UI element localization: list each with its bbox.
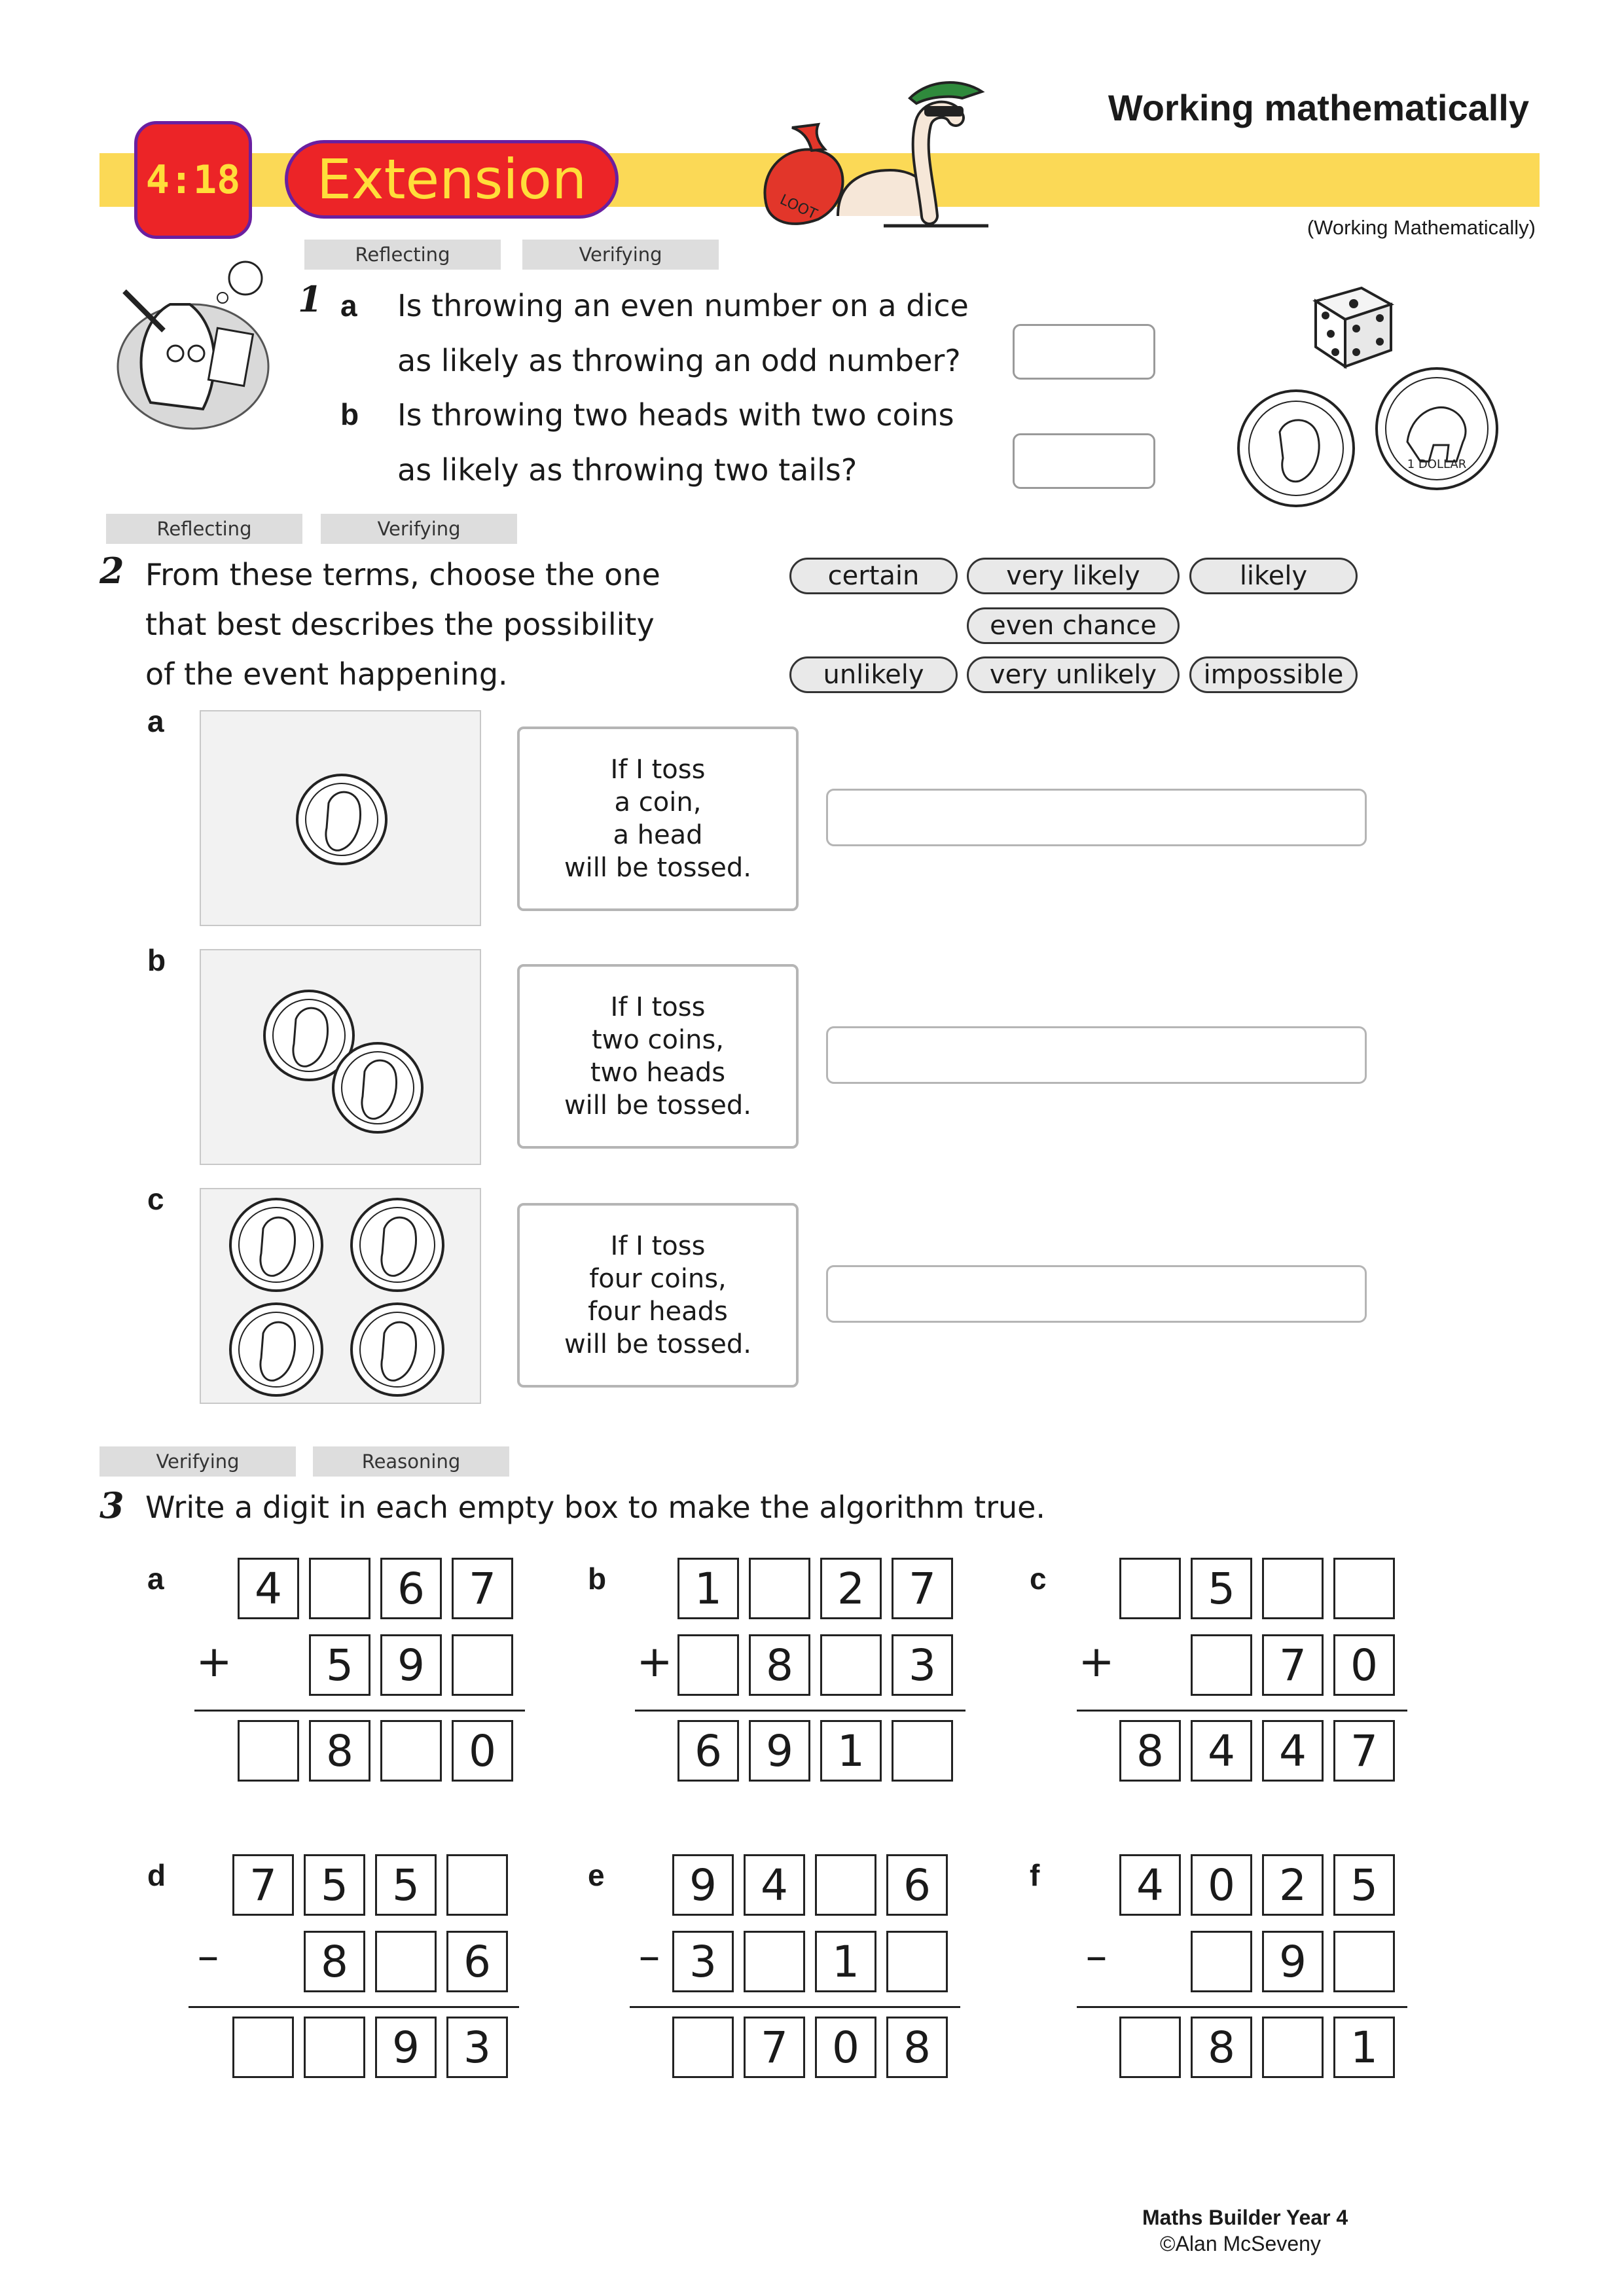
- minus-sign: –: [1085, 1931, 1108, 1981]
- tag-reflecting: Reflecting: [106, 514, 302, 544]
- digit-input-box[interactable]: [1333, 1558, 1395, 1619]
- section-title: Working mathematically: [1108, 87, 1529, 128]
- tag-verifying: Verifying: [522, 240, 719, 270]
- dollar-coin-icon: [1371, 363, 1502, 494]
- q2b-line2: two coins,: [591, 1025, 725, 1055]
- digit-box: 1: [677, 1558, 739, 1619]
- digit-input-box[interactable]: [749, 1558, 810, 1619]
- plus-sign: +: [636, 1636, 673, 1687]
- digit-box: 8: [309, 1720, 370, 1782]
- term-very-likely: very likely: [967, 558, 1180, 594]
- term-very-unlikely: very unlikely: [967, 656, 1180, 693]
- q2b-picture: [200, 949, 481, 1165]
- sum-line: [1077, 1710, 1407, 1712]
- q2a-line2: a coin,: [614, 787, 702, 817]
- q2c-line4: will be tossed.: [564, 1329, 752, 1359]
- q2a-label: a: [147, 704, 164, 738]
- q2a-statement: [517, 726, 799, 911]
- tag-reasoning: Reasoning: [313, 1446, 509, 1477]
- q2c-statement: [517, 1203, 799, 1388]
- difference-line: [1077, 2006, 1407, 2008]
- q2b-answer-field[interactable]: [826, 1026, 1367, 1084]
- digit-box: 2: [820, 1558, 882, 1619]
- term-even-chance: even chance: [967, 607, 1180, 644]
- q2b-statement: [517, 964, 799, 1149]
- q1b-line2: as likely as throwing two tails?: [397, 452, 857, 488]
- thinking-character-illustration: [105, 252, 281, 432]
- digit-input-box[interactable]: [380, 1720, 442, 1782]
- digit-box: 5: [1333, 1854, 1395, 1916]
- digit-box: 4: [238, 1558, 299, 1619]
- digit-input-box[interactable]: [232, 2017, 294, 2078]
- digit-box: 8: [304, 1931, 365, 1992]
- digit-input-box[interactable]: [886, 1931, 948, 1992]
- coin-icon: [201, 711, 482, 927]
- digit-box: 3: [672, 1931, 734, 1992]
- q2a-line1: If I toss: [610, 755, 706, 785]
- lesson-title: Extension: [285, 140, 619, 219]
- footer-book-title: Maths Builder Year 4: [1142, 2206, 1348, 2229]
- digit-input-box[interactable]: [238, 1720, 299, 1782]
- digit-box: 0: [452, 1720, 513, 1782]
- digit-box: 3: [446, 2017, 508, 2078]
- footer-author: ©Alan McSeveny: [1160, 2232, 1321, 2255]
- q2c-line1: If I toss: [610, 1231, 706, 1261]
- digit-box: 7: [232, 1854, 294, 1916]
- digit-box: 4: [744, 1854, 805, 1916]
- digit-box: 5: [375, 1854, 437, 1916]
- digit-box: 7: [452, 1558, 513, 1619]
- digit-input-box[interactable]: [1262, 1558, 1324, 1619]
- q3d-label: d: [147, 1858, 166, 1892]
- digit-input-box[interactable]: [1191, 1634, 1252, 1696]
- q2-line1: From these terms, choose the one: [145, 557, 660, 592]
- digit-box: 7: [1333, 1720, 1395, 1782]
- q2b-line1: If I toss: [610, 992, 706, 1022]
- digit-box: 4: [1262, 1720, 1324, 1782]
- worm-thief-illustration: [740, 72, 1001, 242]
- sum-line: [194, 1710, 525, 1712]
- digit-box: 4: [1119, 1854, 1181, 1916]
- digit-box: 8: [1119, 1720, 1181, 1782]
- term-certain: certain: [789, 558, 958, 594]
- digit-box: 7: [892, 1558, 953, 1619]
- loot-label: LOOT: [777, 191, 820, 223]
- digit-input-box[interactable]: [1333, 1931, 1395, 1992]
- four-coins-icon: [201, 1189, 482, 1405]
- q2a-answer-field[interactable]: [826, 789, 1367, 846]
- lesson-number-badge: 4:18: [134, 121, 252, 239]
- digit-box: 6: [380, 1558, 442, 1619]
- tag-verifying: Verifying: [99, 1446, 296, 1477]
- term-impossible: impossible: [1189, 656, 1358, 693]
- minus-sign: –: [638, 1931, 660, 1981]
- q2b-label: b: [147, 943, 166, 977]
- digit-box: 1: [815, 1931, 876, 1992]
- digit-box: 6: [677, 1720, 739, 1782]
- digit-box: 9: [749, 1720, 810, 1782]
- digit-box: 9: [375, 2017, 437, 2078]
- q2c-line3: four heads: [588, 1297, 728, 1327]
- q2a-line3: a head: [613, 820, 703, 850]
- q1a-line2: as likely as throwing an odd number?: [397, 343, 961, 378]
- digit-box: 0: [1191, 1854, 1252, 1916]
- q3-number: 3: [99, 1484, 124, 1526]
- section-subtitle: (Working Mathematically): [1307, 216, 1536, 239]
- dice-icon: [1303, 275, 1401, 373]
- coin-pair-icon: [201, 950, 482, 1166]
- difference-line: [630, 2006, 960, 2008]
- digit-box: 1: [820, 1720, 882, 1782]
- digit-box: 9: [672, 1854, 734, 1916]
- digit-input-box[interactable]: [304, 2017, 365, 2078]
- digit-input-box[interactable]: [1119, 1558, 1181, 1619]
- digit-input-box[interactable]: [672, 2017, 734, 2078]
- digit-box: 5: [309, 1634, 370, 1696]
- digit-box: 8: [886, 2017, 948, 2078]
- digit-input-box[interactable]: [375, 1931, 437, 1992]
- digit-input-box[interactable]: [309, 1558, 370, 1619]
- digit-box: 8: [749, 1634, 810, 1696]
- q2c-line2: four coins,: [589, 1264, 727, 1294]
- q2c-answer-field[interactable]: [826, 1265, 1367, 1323]
- q1a-answer-box[interactable]: [1013, 324, 1155, 380]
- digit-box: 0: [815, 2017, 876, 2078]
- digit-box: 4: [1191, 1720, 1252, 1782]
- plus-sign: +: [196, 1636, 232, 1687]
- q3f-label: f: [1030, 1858, 1040, 1892]
- term-likely: likely: [1189, 558, 1358, 594]
- coin-dollar-text: 1 DOLLAR: [1407, 457, 1467, 471]
- digit-input-box[interactable]: [452, 1634, 513, 1696]
- tag-reflecting: Reflecting: [304, 240, 501, 270]
- digit-box: 7: [1262, 1634, 1324, 1696]
- digit-box: 0: [1333, 1634, 1395, 1696]
- q1a-label: a: [340, 289, 357, 323]
- q3c-label: c: [1030, 1562, 1047, 1596]
- q2-text: [145, 550, 660, 699]
- q1b-line1: Is throwing two heads with two coins: [397, 397, 954, 433]
- plus-sign: +: [1078, 1636, 1115, 1687]
- digit-input-box[interactable]: [677, 1634, 739, 1696]
- q1-number: 1: [298, 278, 323, 320]
- q2c-label: c: [147, 1182, 164, 1216]
- digit-box: 1: [1333, 2017, 1395, 2078]
- difference-line: [189, 2006, 519, 2008]
- q3a-label: a: [147, 1562, 164, 1596]
- q2b-line3: two heads: [590, 1058, 726, 1088]
- q1b-answer-box[interactable]: [1013, 433, 1155, 489]
- digit-box: 2: [1262, 1854, 1324, 1916]
- digit-box: 9: [1262, 1931, 1324, 1992]
- digit-box: 7: [744, 2017, 805, 2078]
- q2-line2: that best describes the possibility: [145, 607, 655, 642]
- minus-sign: –: [197, 1931, 219, 1981]
- digit-input-box[interactable]: [1119, 2017, 1181, 2078]
- digit-input-box[interactable]: [744, 1931, 805, 1992]
- tag-verifying: Verifying: [321, 514, 517, 544]
- digit-box: 6: [886, 1854, 948, 1916]
- digit-box: 6: [446, 1931, 508, 1992]
- q2b-line4: will be tossed.: [564, 1090, 752, 1121]
- digit-input-box[interactable]: [815, 1854, 876, 1916]
- digit-input-box[interactable]: [446, 1854, 508, 1916]
- q2a-line4: will be tossed.: [564, 853, 752, 883]
- digit-box: 9: [380, 1634, 442, 1696]
- term-unlikely: unlikely: [789, 656, 958, 693]
- q3b-label: b: [588, 1562, 607, 1596]
- q3e-label: e: [588, 1858, 605, 1892]
- queen-coin-icon: [1234, 386, 1358, 511]
- q2-line3: of the event happening.: [145, 656, 508, 692]
- digit-input-box[interactable]: [892, 1720, 953, 1782]
- digit-input-box[interactable]: [1262, 2017, 1324, 2078]
- digit-box: 5: [1191, 1558, 1252, 1619]
- q1a-line1: Is throwing an even number on a dice: [397, 288, 969, 323]
- digit-input-box[interactable]: [1191, 1931, 1252, 1992]
- digit-box: 5: [304, 1854, 365, 1916]
- digit-box: 3: [892, 1634, 953, 1696]
- digit-box: 8: [1191, 2017, 1252, 2078]
- q2-number: 2: [99, 550, 124, 592]
- q2a-picture: [200, 710, 481, 926]
- q3-text: Write a digit in each empty box to make the algorithm true.: [145, 1490, 1046, 1525]
- q2c-picture: [200, 1188, 481, 1404]
- q1b-label: b: [340, 397, 359, 431]
- sum-line: [635, 1710, 965, 1712]
- digit-input-box[interactable]: [820, 1634, 882, 1696]
